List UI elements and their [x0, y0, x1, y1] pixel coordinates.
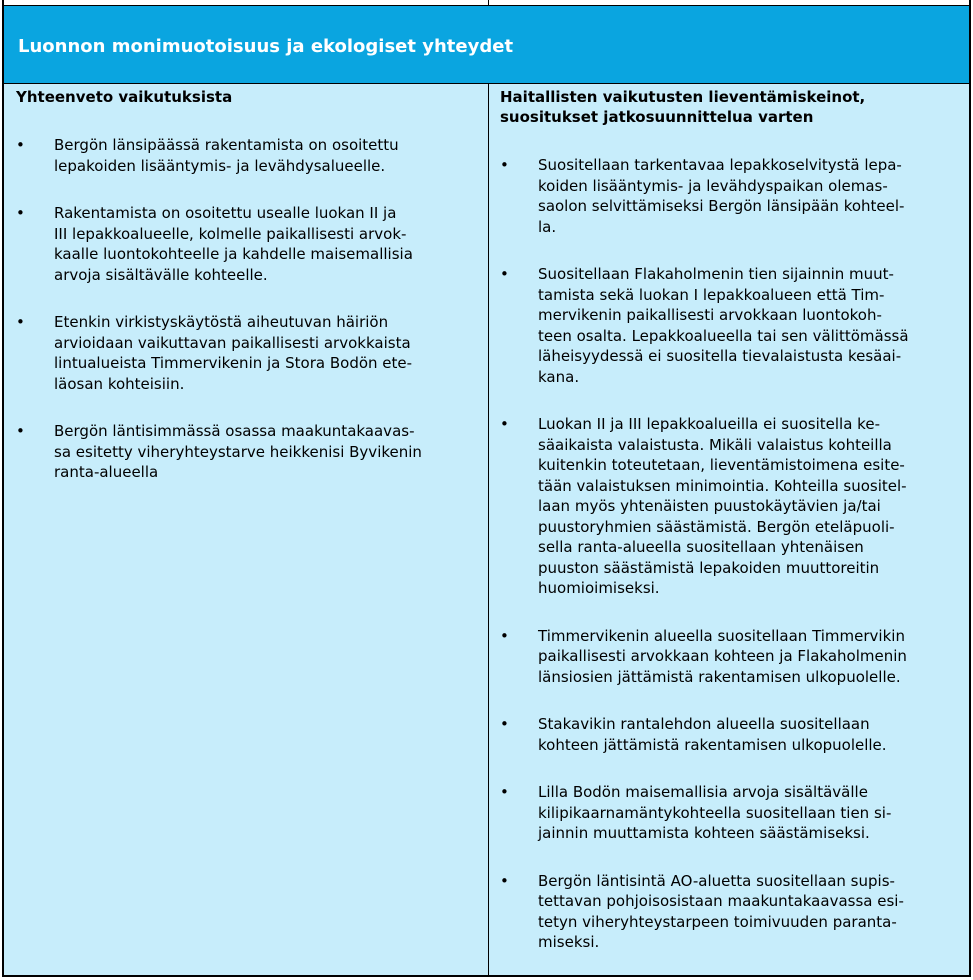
mitigation-item-line: Suositellaan tarkentavaa lepakkoselvitystä lepa- — [538, 156, 902, 174]
column-divider — [488, 84, 489, 975]
mitigation-item-line: tetyn viheryhteystarpeen toimivuuden paranta- — [538, 912, 897, 931]
bullet-icon: • — [500, 715, 509, 733]
impact-item-line: Bergön länsipäässä rakentamista on osoitettu — [54, 136, 399, 154]
bullet-icon: • — [500, 871, 509, 890]
mitigation-item-line: tettavan pohjoisosistaan maakuntakaavassa esi- — [538, 892, 904, 910]
impact-item-line: Etenkin virkistyskäytöstä aiheutuvan häiriön — [54, 313, 389, 331]
mitigation-item-line: kohteen jättämistä rakentamisen ulkopuolelle. — [538, 735, 887, 754]
mitigation-item-line: läheisyydessä ei suositella tievalaistusta kesäai- — [538, 347, 902, 365]
impact-item-line: arvioidaan vaikuttavan paikallisesti arvokkaista — [54, 333, 411, 352]
mitigation-item-line: länsiosien jättämistä rakentamisen ulkopuolelle. — [538, 667, 901, 686]
impact-item — [16, 203, 478, 285]
impact-item-line: lintualueista Timmervikenin ja Stora Bodön ete- — [54, 354, 413, 372]
mitigation-item-line: huomioimiseksi. — [538, 579, 660, 597]
impacts-heading: Yhteenveto vaikutuksista — [16, 88, 233, 106]
mitigation-item-line: tamista sekä luokan I lepakkoalueen että Tim- — [538, 285, 885, 304]
mitigation-item-line: mervikenin paikallisesti arvokkaan luontokoh- — [538, 306, 882, 324]
mitigation-heading — [500, 87, 964, 127]
mitigation-item — [500, 626, 964, 688]
bullet-icon: • — [16, 136, 25, 154]
impact-item-line: lepakoiden lisääntymis- ja levähdysalueelle. — [54, 156, 386, 175]
mitigation-item — [500, 414, 964, 599]
mitigation-item-line: Lilla Bodön maisemallisia arvoja sisältävälle — [538, 783, 868, 801]
bullet-icon: • — [500, 156, 509, 174]
mitigation-heading-line: suositukset jatkosuunnittelua varten — [500, 108, 814, 126]
bullet-icon: • — [500, 265, 509, 283]
mitigation-item-line: Suositellaan Flakaholmenin tien sijainnin muut- — [538, 265, 894, 283]
impact-item-line: kaalle luontokohteelle ja kahdelle maisemallisia — [54, 245, 413, 263]
mitigation-item-line: säaikaista valaistusta. Mikäli valaistus kohteilla — [538, 435, 892, 454]
mitigation-item-line: saolon selvittämiseksi Bergön länsipään kohteel- — [538, 197, 905, 215]
mitigation-item-line: jainnin muuttamista kohteen säästämiseksi. — [538, 824, 870, 842]
mitigation-item-line: puustoryhmien säästämistä. Bergön eteläpuoli- — [538, 517, 895, 536]
bullet-icon: • — [16, 204, 25, 222]
mitigation-item-line: paikallisesti arvokkaan kohteen ja Flakaholmenin — [538, 647, 907, 665]
mitigation-item — [500, 714, 964, 755]
mitigation-item — [500, 264, 964, 387]
table-title: Luonnon monimuotoisuus ja ekologiset yhteydet — [18, 36, 514, 57]
bullet-icon: • — [16, 313, 25, 331]
impact-item — [16, 312, 478, 394]
mitigation-item — [500, 155, 964, 237]
mitigation-item-line: koiden lisääntymis- ja levähdyspaikan olemas- — [538, 176, 888, 195]
impact-item — [16, 135, 478, 176]
impacts-list — [16, 135, 478, 483]
mitigation-item-line: puuston säästämistä lepakoiden muuttoreitin — [538, 558, 880, 577]
impact-item-line: ranta-alueella — [54, 463, 159, 481]
bullet-icon: • — [16, 422, 25, 440]
mitigation-item — [500, 782, 964, 844]
table-header — [2, 6, 971, 84]
mitigation-item-line: kilipikaarnamäntykohteella suositellaan tien si- — [538, 803, 892, 822]
mitigation-list — [500, 155, 964, 953]
impact-item-line: läosan kohteisiin. — [54, 374, 185, 393]
mitigation-item-line: Timmervikenin alueella suositellaan Timmervikin — [538, 626, 905, 645]
bullet-icon: • — [500, 415, 509, 433]
mitigation-item-line: Stakavikin rantalehdon alueella suositellaan — [538, 715, 870, 733]
mitigation-item-line: Luokan II ja III lepakkoalueilla ei suositella ke- — [538, 415, 880, 433]
mitigation-item — [500, 871, 964, 953]
mitigation-item-line: kana. — [538, 367, 580, 386]
bullet-icon: • — [500, 626, 509, 645]
mitigation-item-line: kuitenkin toteutetaan, lieventämistoimena esite- — [538, 456, 905, 474]
mitigation-item-line: teen osalta. Lepakkoalueella tai sen välittömässä — [538, 326, 909, 345]
mitigation-item-line: Bergön läntisintä AO-aluetta suositellaan supis- — [538, 871, 895, 890]
mitigation-item-line: la. — [538, 217, 557, 236]
impact-item — [16, 421, 478, 483]
mitigation-item-line: tään valaistuksen minimointia. Kohteilla suositel- — [538, 476, 907, 495]
impact-item-line: Rakentamista on osoitettu usealle luokan II ja — [54, 204, 397, 222]
impact-item-line: arvoja sisältävälle kohteelle. — [54, 265, 268, 284]
bullet-icon: • — [500, 783, 509, 801]
mitigation-item-line: miseksi. — [538, 933, 600, 951]
impact-item-line: III lepakkoalueelle, kolmelle paikallisesti arvok- — [54, 224, 407, 243]
mitigation-heading-line: Haitallisten vaikutusten lieventämiskeinot, — [500, 88, 866, 106]
mitigation-column — [500, 84, 964, 980]
mitigation-item-line: sella ranta-alueella suositellaan yhtenäisen — [538, 538, 864, 556]
impacts-column — [16, 84, 478, 510]
table-body — [2, 84, 971, 977]
mitigation-item-line: laan myös yhtenäisten puustokäytävien ja/tai — [538, 497, 881, 515]
impact-item-line: sa esitetty viheryhteystarve heikkenisi Byvikenin — [54, 442, 422, 461]
impact-item-line: Bergön läntisimmässä osassa maakuntakaavas- — [54, 422, 415, 440]
